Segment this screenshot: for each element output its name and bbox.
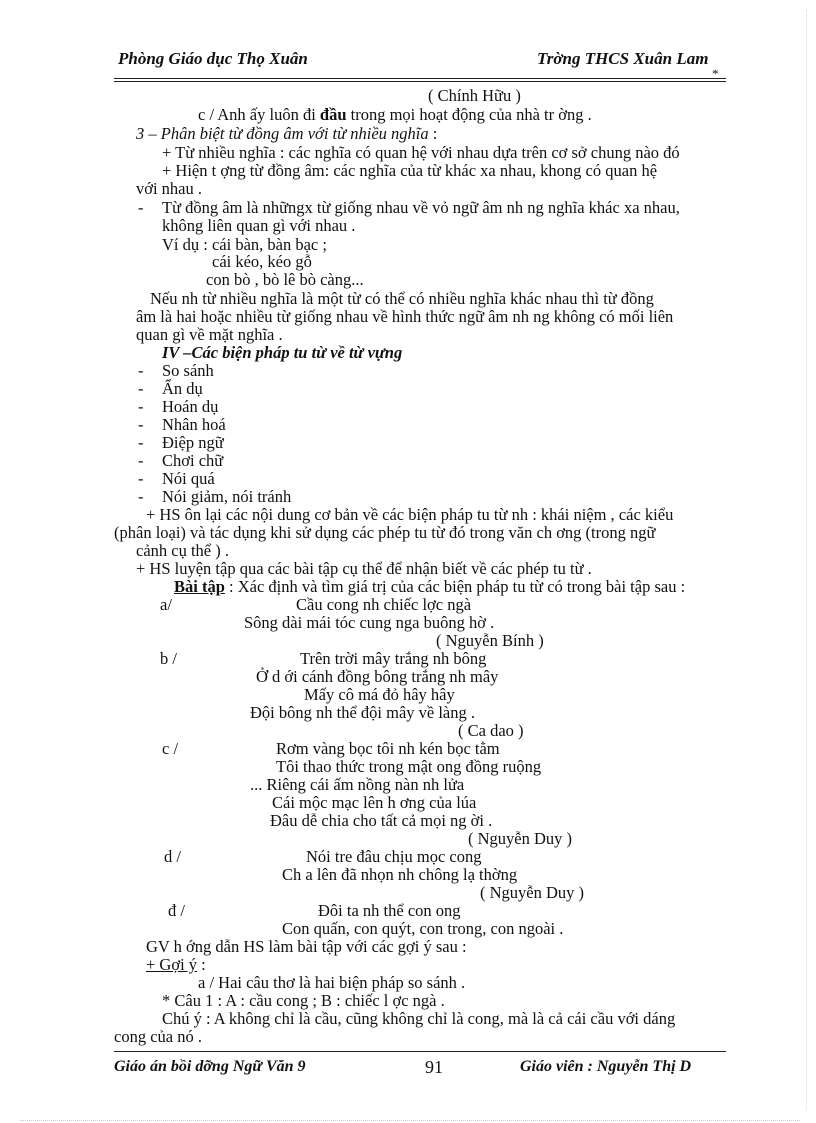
paragraph-line: Nếu nh từ nhiều nghĩa là một từ có thể có nhiều nghĩa khác nhau thì từ đồng xyxy=(150,289,654,308)
paragraph-line: quan gì về mặt nghĩa . xyxy=(136,325,283,344)
poem-line: Nói tre đâu chịu mọc cong xyxy=(306,847,482,866)
bullet-dash: - xyxy=(138,433,144,452)
paragraph-line: âm là hai hoặc nhiều từ giống nhau về hình thức ngữ âm nh ng không có mối liên xyxy=(136,307,674,326)
hint-heading: + Gợi ý : xyxy=(146,955,206,974)
poem-line: Tôi thao thức trong mật ong đồng ruộng xyxy=(276,757,542,776)
paragraph-line: Từ đồng âm là nhữngx từ giống nhau về vỏ ngữ âm nh ng nghĩa khác xa nhau, xyxy=(162,198,680,217)
bullet-dash: - xyxy=(138,361,144,380)
exercise-label-d: d / xyxy=(164,847,181,866)
paragraph-line: Ví dụ : cái bàn, bàn bạc ; xyxy=(162,235,327,254)
section-3-heading: 3 – Phân biệt từ đồng âm với từ nhiều nghĩa : xyxy=(136,124,438,143)
list-item: Nói quá xyxy=(162,469,215,488)
exercise-label-a: a/ xyxy=(160,595,172,614)
bullet-dash: - xyxy=(138,397,144,416)
poem-line: Cầu cong nh chiếc lợc ngà xyxy=(296,595,472,614)
poem-line: ... Riêng cái ấm nồng nàn nh lửa xyxy=(250,775,465,794)
poem-line: Sông dài mái tóc cung nga buông hờ . xyxy=(244,613,495,632)
footer-course-title: Giáo án bồi dỡng Ngữ Văn 9 xyxy=(114,1058,306,1075)
poem-line: Đôi ta nh thể con ong xyxy=(318,901,461,920)
paragraph-line: với nhau . xyxy=(136,179,203,198)
paragraph-line: Chú ý : A không chỉ là cầu, cũng không chỉ là cong, mà là cả cái cầu với dáng xyxy=(162,1009,676,1028)
paragraph-line: cong của nó . xyxy=(114,1027,202,1046)
paragraph-line: GV h ớng dẫn HS làm bài tập với các gợi ý sau : xyxy=(146,937,467,956)
header-rule xyxy=(114,78,726,79)
poem-citation: ( Ca dao ) xyxy=(458,721,524,740)
poem-line: Cái mộc mạc lên h ơng của lúa xyxy=(272,793,477,812)
poem-line: Mấy cô má đỏ hây hây xyxy=(304,685,455,704)
poem-line: Ở d ới cánh đồng bông trắng nh mây xyxy=(256,667,499,686)
poem-line: Ch a lên đã nhọn nh chông lạ thờng xyxy=(282,865,518,884)
list-item: Nhân hoá xyxy=(162,415,226,434)
poem-citation: ( Nguyễn Duy ) xyxy=(468,829,573,848)
bullet-dash: - xyxy=(138,379,144,398)
header-rule-thin xyxy=(114,81,726,82)
exercise-label-dd: đ / xyxy=(168,901,185,920)
poem-citation: ( Nguyễn Bính ) xyxy=(436,631,544,650)
page-edge-right xyxy=(806,10,807,1110)
page-edge-bottom xyxy=(20,1120,800,1121)
paragraph-line: a / Hai câu thơ là hai biện pháp so sánh . xyxy=(198,973,466,992)
list-item: Ẩn dụ xyxy=(162,379,203,398)
list-item: Chơi chữ xyxy=(162,451,224,470)
paragraph-line: không liên quan gì với nhau . xyxy=(162,216,356,235)
paragraph-line: * Câu 1 : A : cầu cong ; B : chiếc l ợc ngà . xyxy=(162,991,445,1010)
paragraph-line: + Hiện t ợng từ đồng âm: các nghĩa của từ khác xa nhau, khong có quan hệ xyxy=(162,161,658,180)
list-item: Hoán dụ xyxy=(162,397,219,416)
poem-line: Con quấn, con quýt, con trong, con ngoài . xyxy=(282,919,564,938)
poem-line: Rơm vàng bọc tôi nh kén bọc tằm xyxy=(276,739,500,758)
paragraph-line: + Từ nhiều nghĩa : các nghĩa có quan hệ với nhau dựa trên cơ sở chung nào đó xyxy=(162,143,680,162)
bullet-dash: - xyxy=(138,415,144,434)
section-iv-heading: IV –Các biện pháp tu từ về từ vựng xyxy=(162,343,403,362)
footer-rule xyxy=(114,1051,726,1052)
bullet-dash: - xyxy=(138,469,144,488)
paragraph-line: + HS ôn lại các nội dung cơ bản về các biện pháp tu từ nh : khái niệm , các kiểu xyxy=(146,505,674,524)
exercise-label-b: b / xyxy=(160,649,177,668)
list-item: So sánh xyxy=(162,361,214,380)
footer-teacher: Giáo viên : Nguyễn Thị D xyxy=(520,1058,692,1075)
header-star: * xyxy=(712,66,719,81)
poem-line: Đội bông nh thể đội mây về làng . xyxy=(250,703,476,722)
bullet-dash: - xyxy=(138,451,144,470)
paragraph-line: cái kéo, kéo gỗ xyxy=(212,252,312,271)
list-item: Điệp ngữ xyxy=(162,433,224,452)
citation-line: ( Chính Hữu ) xyxy=(428,86,521,105)
example-c-line: c / Anh ấy luôn đi đầu trong mọi hoạt động của nhà tr ờng . xyxy=(198,105,592,124)
exercise-label-c: c / xyxy=(162,739,179,758)
paragraph-line: con bò , bò lê bò càng... xyxy=(206,270,364,289)
bullet-dash: - xyxy=(138,487,144,506)
page-number: 91 xyxy=(425,1057,443,1077)
exercise-heading: Bài tập : Xác định và tìm giá trị của các biện pháp tu từ có trong bài tập sau : xyxy=(174,577,686,596)
header-school-name: Trờng THCS Xuân Lam xyxy=(537,49,709,68)
list-item: Nói giảm, nói tránh xyxy=(162,487,292,506)
poem-line: Đâu dễ chia cho tất cả mọi ng ời . xyxy=(270,811,493,830)
poem-line: Trên trời mây trắng nh bông xyxy=(300,649,487,668)
bullet-dash: - xyxy=(138,198,144,217)
poem-citation: ( Nguyễn Duy ) xyxy=(480,883,585,902)
paragraph-line: (phân loại) và tác dụng khi sử dụng các phép tu từ đó trong văn ch ơng (trong ngữ xyxy=(114,523,656,542)
paragraph-line: cảnh cụ thể ) . xyxy=(136,541,229,560)
header-school-department: Phòng Giáo dục Thọ Xuân xyxy=(118,49,308,68)
paragraph-line: + HS luyện tập qua các bài tập cụ thể để nhận biết về các phép tu từ . xyxy=(136,559,592,578)
